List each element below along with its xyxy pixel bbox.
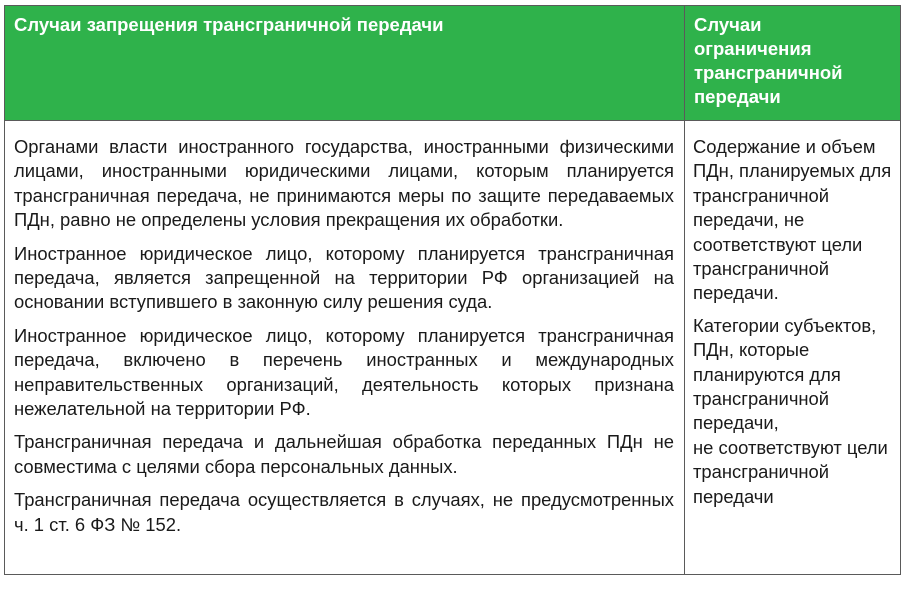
restriction-case-2: Категории субъектов, ПДн, которые планируются для трансграничной передачи, [693, 314, 877, 434]
table-row [5, 121, 901, 575]
prohibition-case-3: Иностранное юридическое лицо, которому планируется трансграничная передача, включено в перечень иностранных и международных неправительственных организаций, деятельность которых признана нежелательной на территории РФ. [14, 324, 674, 420]
prohibition-case-1: Органами власти иностранного государства, иностранными физическими лицами, иностранными юридическими лицами, которым планируется трансграничная передача, не принимаются меры по защите передаваемых ПДн, равно не определены условия прекращения их обработки. [14, 136, 674, 231]
prohibition-case-4: Трансграничная передача и дальнейшая обработка переданных ПДн не совместима с целями сбора персональных данных. [14, 431, 674, 477]
transborder-cases-table [4, 5, 901, 575]
header-cell-restriction [685, 6, 901, 121]
table-header-row [5, 6, 901, 121]
restriction-cases-cell [685, 121, 901, 575]
restriction-case-2-continued: не соответствуют цели трансграничной передачи [693, 436, 888, 507]
header-cell-prohibition [5, 6, 685, 121]
header-restriction-label: Случаи ограничения трансграничной передачи [694, 14, 843, 107]
header-prohibition-label: Случаи запрещения трансграничной передачи [14, 14, 444, 35]
restriction-case-1: Содержание и объем ПДн, планируемых для трансграничной передачи, не соответствуют цели трансграничной передачи. [693, 136, 892, 304]
prohibition-case-5: Трансграничная передача осуществляется в случаях, не предусмотренных ч. 1 ст. 6 ФЗ № 152. [14, 489, 674, 535]
prohibition-cases-cell [5, 121, 685, 575]
prohibition-case-2: Иностранное юридическое лицо, которому планируется трансграничная передача, является запрещенной на территории РФ организацией на основании вступившего в законную силу решения суда. [14, 242, 674, 313]
